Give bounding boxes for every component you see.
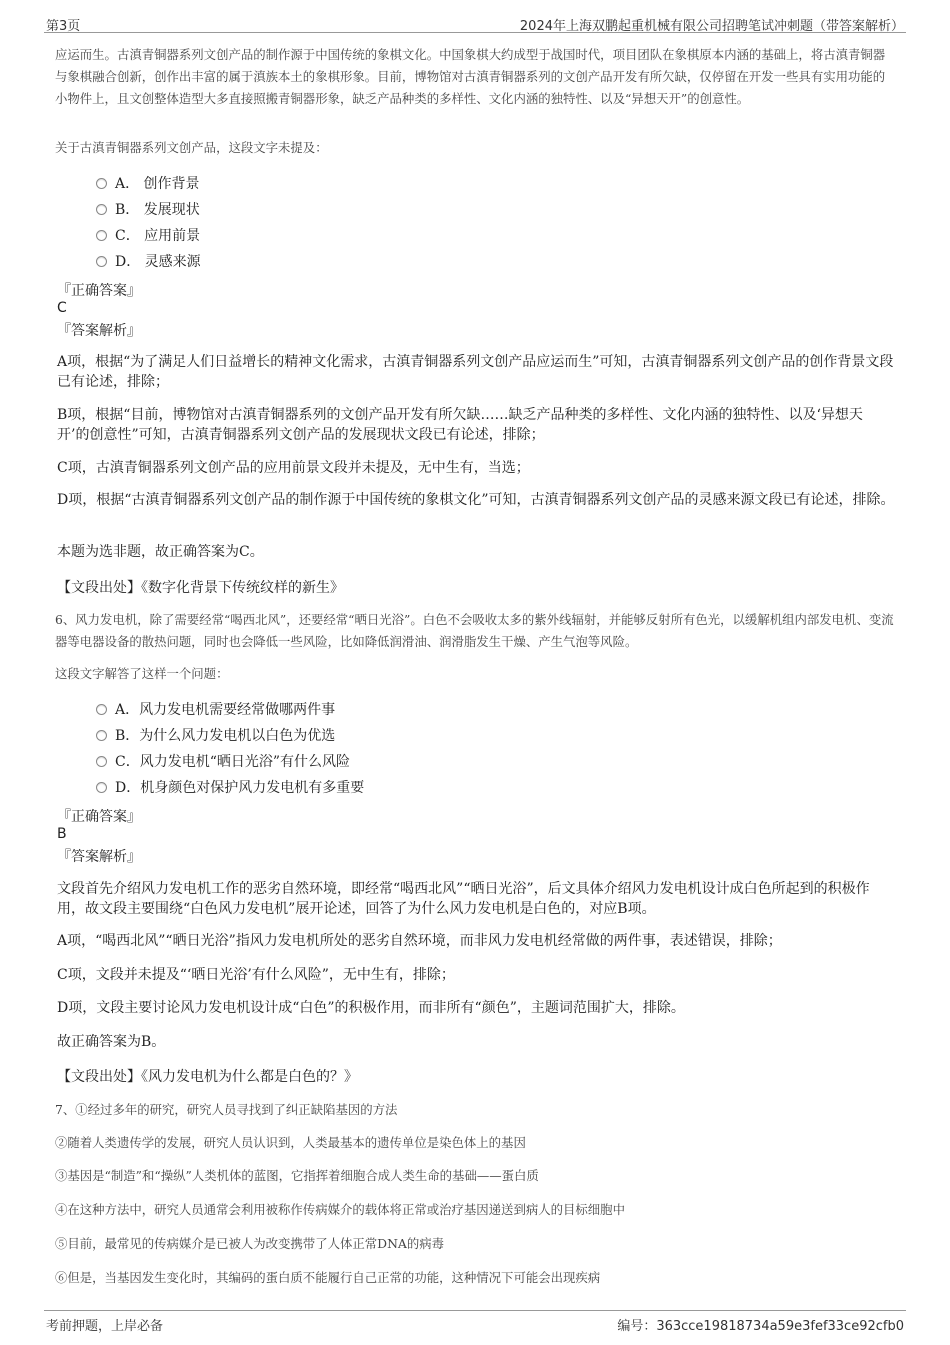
q5-option-c[interactable]: C． 应用前景 xyxy=(96,226,200,246)
q5-answer-label: 『正确答案』 xyxy=(57,283,141,299)
q6-passage: 6、风力发电机，除了需要经常“喝西北风”，还要经常“晒日光浴”。白色不会吸收太多的紫外线辐射，并能够反射所有色光，以缓解机组内部发电机、变流器等电器设备的散热问题，同时也会降低一些风险，比如降低润滑油、润滑脂发生干燥、产生气泡等风险。 xyxy=(55,612,894,649)
q6-option-c[interactable]: C．风力发电机“晒日光浴”有什么风险 xyxy=(96,752,350,772)
q5-passage: 应运而生。古滇青铜器系列文创产品的制作源于中国传统的象棋文化。中国象棋大约成型于战国时代，项目团队在象棋原本内涵的基础上，将古滇青铜器与象棋融合创新，创作出丰富的属于滇族本土的象棋形象。目前，博物馆对古滇青铜器系列的文创产品开发有所欠缺，仅停留在开发一些具有实用功能的小物件上，且文创整体造型大多直接照搬青铜器形象，缺乏产品种类的多样性、文化内涵的独特性、以及“异想天开”的创意性。 xyxy=(55,47,886,106)
q7-step-1: 7、①经过多年的研究，研究人员寻找到了纠正缺陷基因的方法 xyxy=(55,1102,398,1117)
page-header xyxy=(44,10,906,33)
q5-option-b[interactable]: B． 发展现状 xyxy=(96,200,200,220)
footer-slogan: 考前押题，上岸必备 xyxy=(46,1319,164,1334)
q7-step-6: ⑥但是，当基因发生变化时，其编码的蛋白质不能履行自己正常的功能，这种情况下可能会出现疾病 xyxy=(55,1270,601,1285)
page-number: 第3页 xyxy=(46,19,81,34)
q5-question: 关于古滇青铜器系列文创产品，这段文字未提及： xyxy=(55,140,328,155)
q6-answer: B xyxy=(57,826,67,842)
radio-icon[interactable] xyxy=(96,230,107,241)
q6-analysis-d: D项，文段主要讨论风力发电机设计成“白色”的积极作用，而非所有“颜色”，主题词范围扩大，排除。 xyxy=(57,1000,685,1016)
radio-icon[interactable] xyxy=(96,704,107,715)
q5-analysis-label: 『答案解析』 xyxy=(57,323,141,339)
q6-conclusion: 故正确答案为B。 xyxy=(57,1034,166,1050)
radio-icon[interactable] xyxy=(96,178,107,189)
q6-answer-label: 『正确答案』 xyxy=(57,809,141,825)
q5-source: 【文段出处】《数字化背景下传统纹样的新生》 xyxy=(57,580,344,596)
q6-analysis-intro: 文段首先介绍风力发电机工作的恶劣自然环境，即经常“喝西北风”“晒日光浴”，后文具体介绍风力发电机设计成白色所起到的积极作用，故文段主要围绕“白色风力发电机”展开论述，回答了为什么风力发电机是白色的，对应B项。 xyxy=(57,881,870,917)
radio-icon[interactable] xyxy=(96,730,107,741)
document-id: 编号：363cce19818734a59e3fef33ce92cfb0 xyxy=(617,1319,904,1334)
page-footer xyxy=(44,1310,906,1333)
q5-option-d[interactable]: D． 灵感来源 xyxy=(96,252,201,272)
radio-icon[interactable] xyxy=(96,256,107,267)
q5-analysis-a: A项，根据“为了满足人们日益增长的精神文化需求，古滇青铜器系列文创产品应运而生”可知，古滇青铜器系列文创产品的创作背景文段已有论述，排除； xyxy=(57,354,894,390)
q5-analysis-c: C项，古滇青铜器系列文创产品的应用前景文段并未提及，无中生有，当选； xyxy=(57,460,530,476)
q6-option-b[interactable]: B．为什么风力发电机以白色为优选 xyxy=(96,726,335,746)
q6-question: 这段文字解答了这样一个问题： xyxy=(55,666,229,681)
q7-step-4: ④在这种方法中，研究人员通常会利用被称作传病媒介的载体将正常或治疗基因递送到病人的目标细胞中 xyxy=(55,1202,625,1217)
q6-option-d[interactable]: D．机身颜色对保护风力发电机有多重要 xyxy=(96,778,364,798)
q5-analysis-b: B项，根据“目前，博物馆对古滇青铜器系列的文创产品开发有所欠缺……缺乏产品种类的多样性、文化内涵的独特性、以及‘异想天开’的创意性”可知，古滇青铜器系列文创产品的发展现状文段已有论述，排除； xyxy=(57,407,863,443)
q5-analysis-d: D项，根据“古滇青铜器系列文创产品的制作源于中国传统的象棋文化”可知，古滇青铜器系列文创产品的灵感来源文段已有论述，排除。 xyxy=(57,492,895,508)
q6-source: 【文段出处】《风力发电机为什么都是白色的？》 xyxy=(57,1069,358,1085)
q7-step-2: ②随着人类遗传学的发展，研究人员认识到，人类最基本的遗传单位是染色体上的基因 xyxy=(55,1135,526,1150)
q5-conclusion: 本题为选非题，故正确答案为C。 xyxy=(57,544,264,560)
q6-analysis-a: A项，“喝西北风”“晒日光浴”指风力发电机所处的恶劣自然环境，而非风力发电机经常做的两件事，表述错误，排除； xyxy=(57,933,782,949)
radio-icon[interactable] xyxy=(96,204,107,215)
q6-analysis-label: 『答案解析』 xyxy=(57,849,141,865)
q7-step-5: ⑤目前，最常见的传病媒介是已被人为改变携带了人体正常DNA的病毒 xyxy=(55,1236,445,1251)
document-title: 2024年上海双鹏起重机械有限公司招聘笔试冲刺题（带答案解析） xyxy=(519,19,904,34)
q5-answer: C xyxy=(57,300,67,316)
q6-option-a[interactable]: A．风力发电机需要经常做哪两件事 xyxy=(96,700,335,720)
q6-analysis-c: C项，文段并未提及“‘晒日光浴’有什么风险”，无中生有，排除； xyxy=(57,967,455,983)
q5-option-a[interactable]: A． 创作背景 xyxy=(96,174,200,194)
radio-icon[interactable] xyxy=(96,782,107,793)
q7-step-3: ③基因是“制造”和“操纵”人类机体的蓝图，它指挥着细胞合成人类生命的基础——蛋白质 xyxy=(55,1168,539,1183)
radio-icon[interactable] xyxy=(96,756,107,767)
